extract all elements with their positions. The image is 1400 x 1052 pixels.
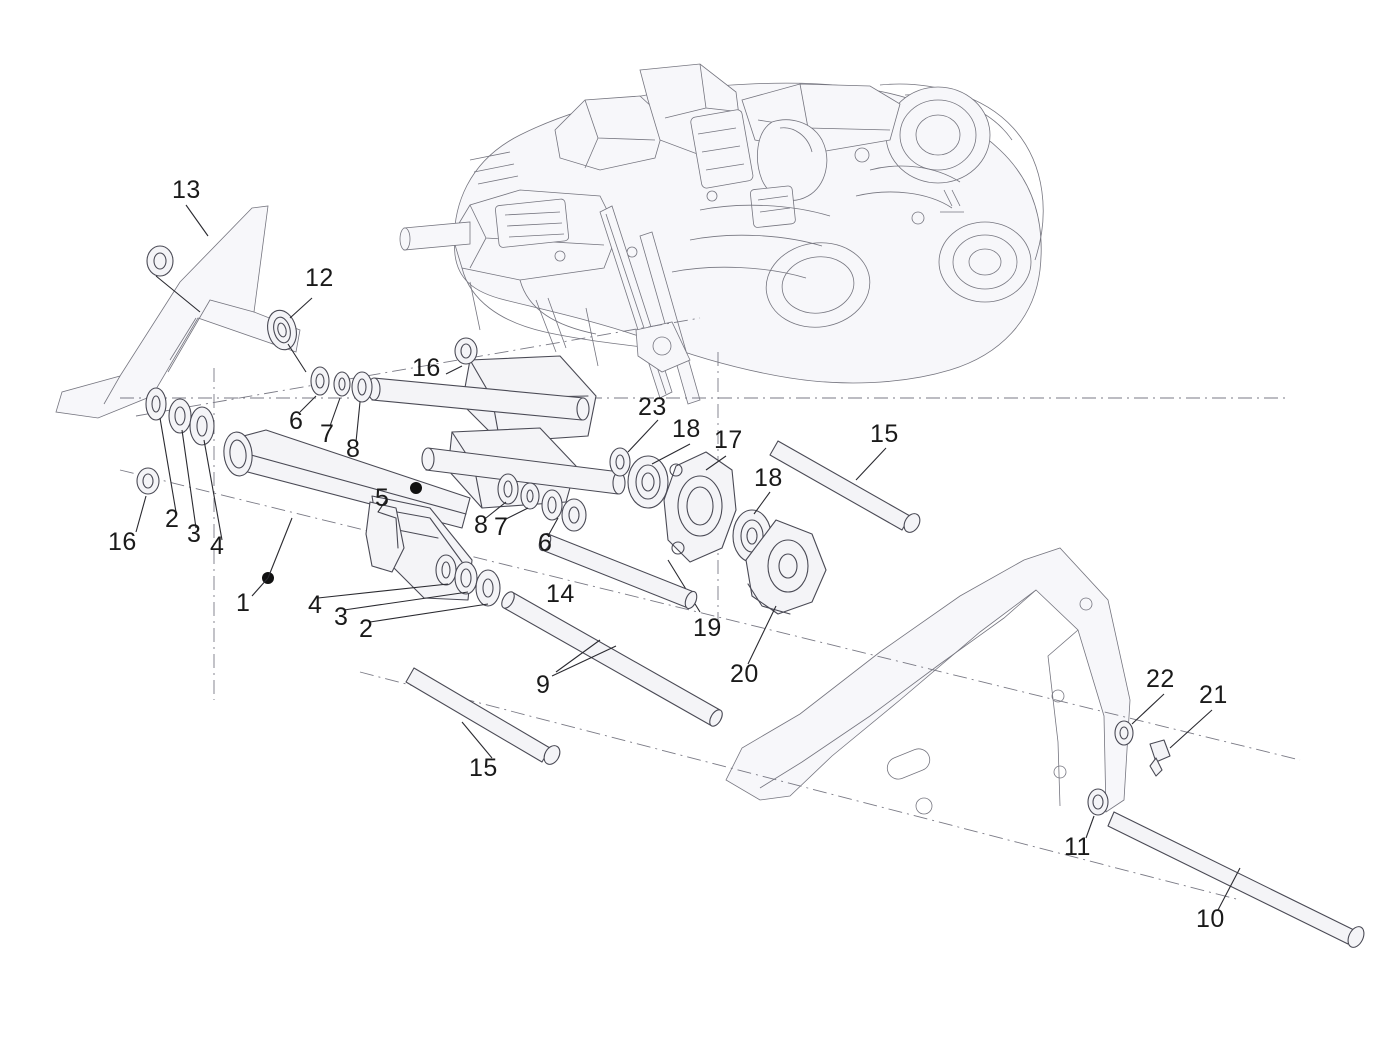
callout-15-lower: 15 [469, 754, 498, 782]
callout-6-mid: 6 [538, 529, 553, 557]
callout-17: 17 [714, 426, 743, 454]
callout-19: 19 [693, 614, 722, 642]
callout-13: 13 [172, 176, 201, 204]
callout-10: 10 [1196, 905, 1225, 933]
callout-4-lower: 4 [308, 591, 323, 619]
swing-arm-part-1 [222, 356, 625, 600]
callout-3-upper: 3 [187, 520, 202, 548]
part-11-10 [1088, 789, 1367, 950]
callout-16-upper: 16 [412, 354, 441, 382]
callout-6-upper: 6 [289, 407, 304, 435]
callout-18-upper: 18 [672, 415, 701, 443]
callout-18-lower: 18 [754, 464, 783, 492]
callout-8-upper: 8 [346, 435, 361, 463]
callout-9: 9 [536, 671, 551, 699]
callout-15-upper: 15 [870, 420, 899, 448]
callout-23: 23 [638, 393, 667, 421]
callout-2-upper: 2 [165, 505, 180, 533]
callout-22: 22 [1146, 665, 1175, 693]
callout-4-upper: 4 [210, 532, 225, 560]
callout-7-mid: 7 [494, 513, 509, 541]
centerlines [120, 318, 1300, 900]
tube-9 [499, 590, 725, 729]
callout-5: 5 [375, 484, 390, 512]
frame-left-bracket [56, 206, 300, 418]
callout-1: 1 [236, 589, 251, 617]
callout-11: 11 [1064, 833, 1091, 861]
callout-20: 20 [730, 660, 759, 688]
callout-7-upper: 7 [320, 420, 335, 448]
callout-12: 12 [305, 264, 334, 292]
callout-21: 21 [1199, 681, 1228, 709]
callout-16-left: 16 [108, 528, 137, 556]
callout-2-lower: 2 [359, 615, 374, 643]
callout-8-mid: 8 [474, 511, 489, 539]
callout-3-lower: 3 [334, 603, 349, 631]
callout-14: 14 [546, 580, 575, 608]
